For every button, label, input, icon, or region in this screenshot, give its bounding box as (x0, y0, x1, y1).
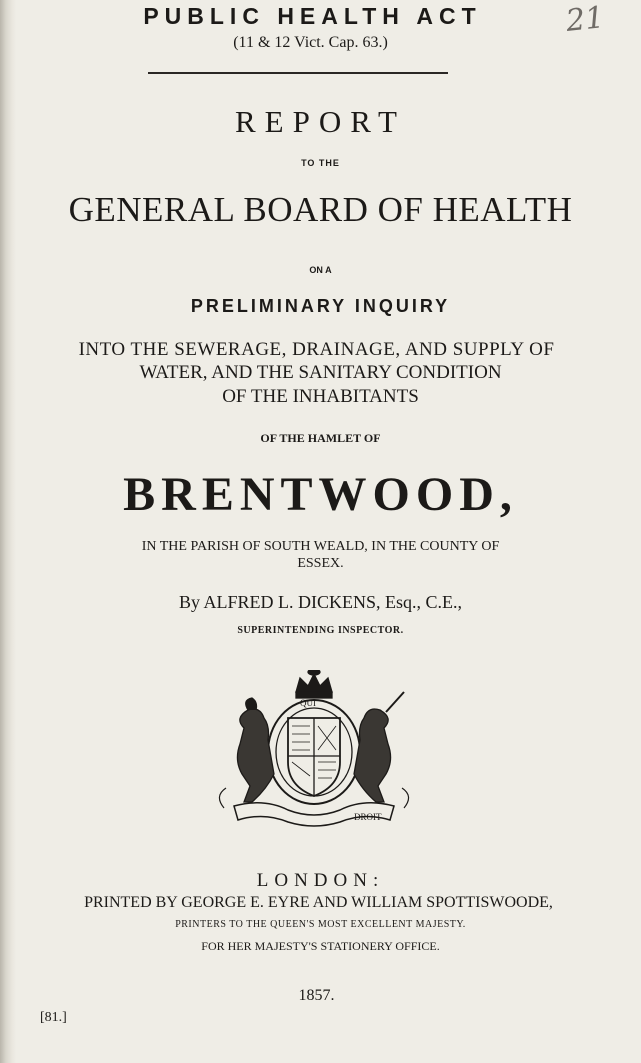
to-the-label: TO THE (301, 158, 340, 168)
imprint-office: FOR HER MAJESTY'S STATIONERY OFFICE. (201, 939, 440, 953)
author-line: By ALFRED L. DICKENS, Esq., C.E., (178, 592, 463, 612)
imprint-printer-role: PRINTERS TO THE QUEEN'S MOST EXCELLENT MAJESTY. (175, 919, 466, 930)
crest-motto-left: QUI (300, 698, 316, 708)
act-citation: (11 & 12 Vict. Cap. 63.) (233, 34, 388, 51)
parish-line-1: IN THE PARISH OF SOUTH WEALD, IN THE COUNTY OF (141, 539, 500, 554)
royal-coat-of-arms-icon (204, 670, 424, 830)
place-name: BRENTWOOD, (123, 468, 518, 521)
subject-line-2: WATER, AND THE SANITARY CONDITION (139, 362, 502, 383)
title-rule (148, 72, 448, 74)
author-role: SUPERINTENDING INSPECTOR. (237, 625, 404, 636)
hamlet-label: OF THE HAMLET OF (260, 431, 381, 445)
inquiry-title: PRELIMINARY INQUIRY (190, 296, 451, 316)
board-title: GENERAL BOARD OF HEALTH (68, 190, 573, 229)
imprint-city: LONDON: (256, 870, 385, 891)
report-title: REPORT (235, 104, 406, 139)
act-heading: PUBLIC HEALTH ACT (143, 3, 482, 29)
imprint-year: 1857. (298, 987, 335, 1004)
subject-line-1: INTO THE SEWERAGE, DRAINAGE, AND SUPPLY OF (78, 339, 555, 360)
pencil-margin-note: 21 (564, 0, 606, 39)
subject-line-3: OF THE INHABITANTS (222, 386, 419, 407)
sheet-number: [81.] (40, 1010, 67, 1025)
crest-motto-right: DROIT (354, 812, 382, 822)
imprint-printer: PRINTED BY GEORGE E. EYRE AND WILLIAM SPOTTISWOODE, (84, 894, 553, 911)
on-a-label: ON A (309, 265, 332, 275)
parish-line-2: ESSEX. (297, 556, 344, 571)
